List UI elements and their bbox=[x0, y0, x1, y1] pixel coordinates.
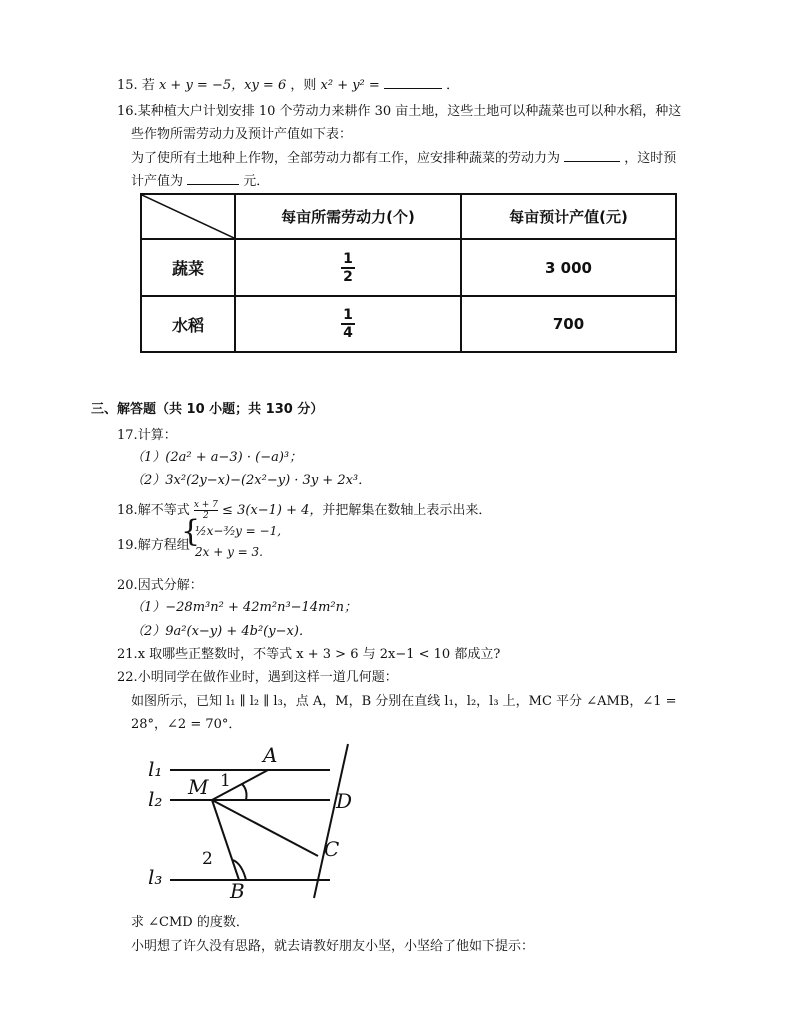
q17-title: 计算： bbox=[137, 428, 177, 443]
q20-title: 因式分解： bbox=[137, 578, 203, 593]
q18-number: 18. bbox=[117, 503, 138, 518]
q16-value-blank[interactable] bbox=[187, 172, 239, 185]
q18-text-c: 并把解集在数轴上表示出来． bbox=[322, 503, 492, 518]
q18-text-a: 解不等式 bbox=[137, 503, 194, 518]
q19-line bbox=[117, 534, 190, 553]
q22-condition-2: 28°，∠2 = 70°． bbox=[131, 717, 242, 732]
fraction-denominator: 4 bbox=[343, 325, 353, 341]
q19-number: 19. bbox=[117, 538, 138, 553]
q16-number: 16. bbox=[117, 104, 138, 119]
label-M: M bbox=[188, 775, 209, 799]
q22-condition-1: 如图所示，已知 l₁ ∥ l₂ ∥ l₃，点 A，M，B 分别在直线 l₁，l₂，l₃ 上，MC 平分 ∠AMB，∠1 = bbox=[131, 694, 677, 709]
header-labor: 每亩所需劳动力(个) bbox=[235, 194, 461, 239]
label-angle-1: 1 bbox=[220, 771, 231, 791]
q15-line bbox=[117, 74, 459, 93]
q22-intro: 小明同学在做作业时，遇到这样一道几何题： bbox=[137, 670, 398, 685]
q16-text-3a: 为了使所有土地种上作物，全部劳动力都有工作，应安排种蔬菜的劳动力为 bbox=[131, 151, 561, 166]
q16-line4 bbox=[131, 170, 269, 189]
q17-part2: （2）3x²(2y−x)−(2x²−y) · 3y + 2x³． bbox=[131, 473, 372, 488]
q21-number: 21. bbox=[117, 647, 138, 662]
transversal-line bbox=[314, 744, 348, 898]
q15-condition: x + y = −5，xy = 6 bbox=[158, 78, 287, 93]
q22-hint: 小明想了许久没有思路，就去请教好朋友小坚，小坚给了他如下提示： bbox=[131, 939, 535, 954]
q15-text-b: ，则 bbox=[290, 78, 321, 93]
q20-line bbox=[117, 574, 203, 593]
cell-value-vegetable: 3 000 bbox=[461, 239, 676, 296]
q15-tail: ． bbox=[446, 78, 460, 93]
fraction bbox=[341, 307, 355, 341]
label-B: B bbox=[230, 879, 245, 900]
q19-eq1: ½x−³⁄₂y = −1, bbox=[195, 524, 282, 538]
q16-text-4a: 计产值为 bbox=[131, 174, 184, 189]
label-angle-2: 2 bbox=[202, 849, 213, 869]
q16-line2: 些作物所需劳动力及预计产值如下表： bbox=[131, 127, 353, 142]
section-title: 三、解答题（共 10 小题；共 130 分） bbox=[91, 402, 324, 417]
q17-number: 17. bbox=[117, 428, 138, 443]
fraction-numerator: 1 bbox=[343, 307, 353, 323]
q21-line bbox=[117, 643, 500, 662]
q22-number: 22. bbox=[117, 670, 138, 685]
cell-labor-rice bbox=[235, 296, 461, 352]
q19-text: 解方程组 bbox=[137, 538, 190, 553]
q18-fraction-num: x + 7 bbox=[193, 500, 218, 510]
row-label-rice: 水稻 bbox=[141, 296, 235, 352]
geometry-figure bbox=[118, 738, 378, 900]
q15-text: 若 bbox=[141, 78, 159, 93]
q15-target: x² + y² = bbox=[320, 78, 380, 93]
label-l3: l₃ bbox=[148, 865, 163, 889]
q16-line1 bbox=[117, 100, 681, 119]
q18-line bbox=[117, 499, 491, 521]
q16-text-4b: 元． bbox=[243, 174, 270, 189]
label-l2: l₂ bbox=[148, 787, 163, 811]
q22-question: 求 ∠CMD 的度数． bbox=[131, 915, 249, 930]
q15-answer-blank[interactable] bbox=[384, 76, 442, 89]
table-corner-cell bbox=[141, 194, 235, 239]
angle-1-arc bbox=[242, 784, 247, 800]
q16-line3 bbox=[131, 147, 676, 166]
label-D: D bbox=[336, 789, 353, 813]
q19-eq2: 2x + y = 3. bbox=[195, 545, 263, 559]
cell-labor-vegetable bbox=[235, 239, 461, 296]
q20-number: 20. bbox=[117, 578, 138, 593]
q16-table bbox=[140, 193, 677, 353]
q18-fraction-den: 2 bbox=[203, 511, 209, 521]
q16-labor-blank[interactable] bbox=[564, 149, 620, 162]
diagonal-line bbox=[142, 195, 234, 238]
label-l1: l₁ bbox=[148, 757, 163, 781]
q16-text-3b: ，这时预 bbox=[624, 151, 677, 166]
q22-line bbox=[117, 666, 398, 685]
q17-line bbox=[117, 424, 177, 443]
cell-value-rice: 700 bbox=[461, 296, 676, 352]
fraction bbox=[341, 251, 355, 285]
fraction-numerator: 1 bbox=[343, 250, 353, 267]
q21-text: x 取哪些正整数时，不等式 x + 3 > 6 与 2x−1 < 10 都成立? bbox=[137, 647, 501, 662]
row-label-vegetable: 蔬菜 bbox=[141, 239, 235, 296]
fraction-denominator: 2 bbox=[343, 268, 353, 285]
header-value: 每亩预计产值(元) bbox=[461, 194, 676, 239]
system-brace: { bbox=[181, 514, 201, 549]
q17-part1: （1）(2a² + a−3) · (−a)³； bbox=[131, 450, 303, 465]
q16-text-1: 某种植大户计划安排 10 个劳动力来耕作 30 亩土地，这些土地可以种蔬菜也可以种水稻，种这 bbox=[137, 104, 682, 119]
q20-part1: （1）−28m³n² + 42m²n³−14m²n； bbox=[131, 600, 357, 615]
label-A: A bbox=[263, 743, 278, 767]
label-C: C bbox=[324, 837, 340, 861]
q18-inequality: ≤ 3(x−1) + 4， bbox=[217, 503, 323, 518]
q20-part2: （2）9a²(x−y) + 4b²(y−x)． bbox=[131, 624, 312, 639]
q15-number: 15. bbox=[117, 78, 138, 93]
